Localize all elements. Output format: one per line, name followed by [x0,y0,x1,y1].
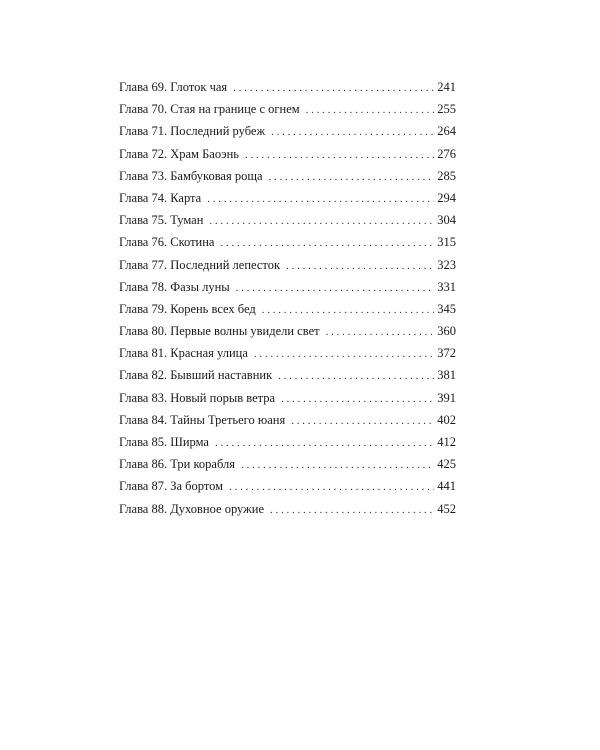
toc-entry [119,320,456,342]
toc-entry-page: 425 [437,457,456,472]
toc-entry [119,409,456,431]
toc-dot-leader [207,210,434,232]
toc-entry-page: 323 [437,257,456,272]
toc-entry [119,475,456,497]
toc-entry-title: Глава 85. Ширма [119,435,209,449]
toc-entry [119,76,456,98]
toc-dot-leader [304,99,434,121]
toc-entry [119,453,456,475]
toc-entry-page: 331 [437,279,456,294]
toc-entry [119,231,456,253]
toc-dot-leader [213,432,434,454]
toc-entry-title: Глава 81. Красная улица [119,346,248,361]
toc-entry-title: Глава 72. Храм Баоэнь [119,146,239,161]
toc-dot-leader [268,499,434,521]
toc-entry [119,254,456,276]
toc-entry-title: Глава 82. Бывший наставник [119,368,273,383]
toc-dot-leader [269,121,434,143]
toc-dot-leader [218,232,434,254]
toc-entry-page: 264 [437,124,456,139]
toc-entry-page: 255 [437,102,456,117]
toc-dot-leader [239,454,434,476]
toc-entry-page: 360 [437,324,456,339]
toc-entry-title: Глава 77. Последний лепесток [119,257,281,272]
toc-entry-page: 315 [437,235,456,250]
toc-entry-title: Глава 87. За бортом [119,479,224,494]
toc-entry-title: Глава 80. Первые волны увидели свет [119,324,320,339]
toc-entry-title: Глава 71. Последний рубеж [119,124,266,139]
toc-entry-page: 285 [437,168,456,183]
toc-dot-leader [243,144,434,166]
toc-entry-page: 276 [437,146,456,161]
toc-entry-title: Глава 74. Карта [119,190,202,205]
toc-dot-leader [227,476,434,498]
toc-entry-title: Глава 78. Фазы луны [119,279,230,294]
toc-entry [119,120,456,142]
toc-entry [119,165,456,187]
toc-entry [119,298,456,320]
toc-entry-page: 381 [437,368,456,383]
toc-dot-leader [231,77,434,99]
toc-entry-page: 441 [437,479,456,494]
toc-entry-page: 391 [437,390,456,405]
toc-entry [119,342,456,364]
toc-entry [119,387,456,409]
toc-entry-title: Глава 69. Глоток чая [119,80,228,94]
toc-entry [119,143,456,165]
toc-entry [119,209,456,231]
toc-entry-page: 452 [437,501,456,516]
toc-dot-leader [276,365,434,387]
toc-entry-title: Глава 83. Новый порыв ветра [119,390,276,405]
toc-dot-leader [279,388,434,410]
toc-entry-title: Глава 84. Тайны Третьего юаня [119,412,286,427]
toc-entry-title: Глава 88. Духовное оружие [119,501,264,516]
toc-dot-leader [234,277,434,299]
toc-dot-leader [324,321,434,343]
toc-entry-page: 304 [437,213,456,228]
toc-entry-page: 402 [437,412,456,427]
toc-entry-page: 345 [437,301,456,316]
toc-entry-title: Глава 73. Бамбуковая роща [119,168,263,183]
toc-dot-leader [284,255,434,277]
toc-entry [119,98,456,120]
toc-entry [119,276,456,298]
toc-entry [119,364,456,386]
toc-dot-leader [260,299,434,321]
toc-entry-title: Глава 76. Скотина [119,235,215,250]
toc-entry-page: 241 [437,80,456,94]
toc-entry-page: 372 [437,346,456,361]
toc-entry [119,498,456,520]
toc-entry-page: 412 [437,435,456,449]
toc-entry [119,187,456,209]
toc-dot-leader [205,188,434,210]
table-of-contents [119,76,456,520]
toc-entry-title: Глава 79. Корень всех бед [119,301,256,316]
toc-dot-leader [289,410,434,432]
toc-entry-title: Глава 75. Туман [119,213,204,228]
toc-entry-title: Глава 70. Стая на границе с огнем [119,102,300,117]
toc-dot-leader [252,343,434,365]
toc-dot-leader [267,166,434,188]
toc-entry [119,431,456,453]
toc-entry-title: Глава 86. Три корабля [119,457,235,472]
toc-entry-page: 294 [437,190,456,205]
